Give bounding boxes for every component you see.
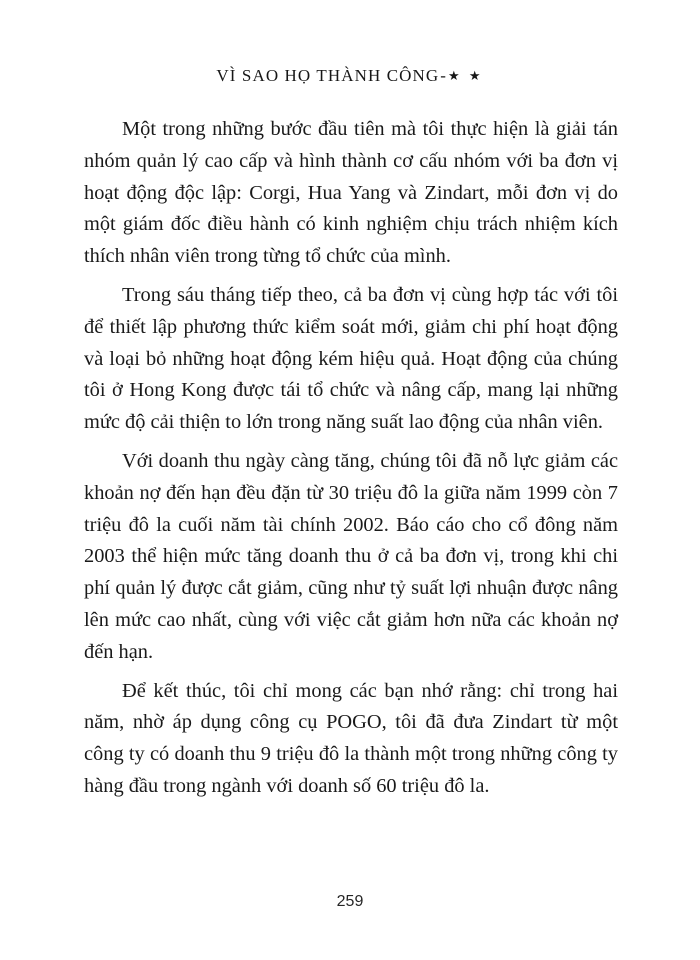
star-icon: ★ ★ (448, 68, 484, 83)
running-header-separator: - (440, 66, 448, 85)
page-number: 259 (336, 893, 364, 910)
body-text (84, 114, 618, 803)
paragraph: Với doanh thu ngày càng tăng, chúng tôi đã nỗ lực giảm các khoản nợ đến hạn đều đặn từ 30 triệu đô la giữa năm 1999 còn 7 triệu đô la cuối năm tài chính 2002. Báo cáo cho cổ đông năm 2003 thể hiện mức tăng doanh thu ở cả ba đơn vị, trong khi chi phí quản lý được cắt giảm, cũng như tỷ suất lợi nhuận được nâng lên mức cao nhất, cùng với việc cắt giảm hơn nữa các khoản nợ đến hạn. (84, 449, 618, 663)
paragraph: Một trong những bước đầu tiên mà tôi thực hiện là giải tán nhóm quản lý cao cấp và hình thành cơ cấu nhóm với ba đơn vị hoạt động độc lập: Corgi, Hua Yang và Zindart, mỗi đơn vị do một giám đốc điều hành có kinh nghiệm chịu trách nhiệm kích thích nhân viên trong từng tổ chức của mình. (84, 118, 618, 268)
paragraph: Trong sáu tháng tiếp theo, cả ba đơn vị cùng hợp tác với tôi để thiết lập phương thức kiểm soát mới, giảm chi phí hoạt động và loại bỏ những hoạt động kém hiệu quả. Hoạt động của chúng tôi ở Hong Kong được tái tổ chức và nâng cấp, mang lại những mức độ cải thiện to lớn trong năng suất lao động của nhân viên. (84, 283, 618, 434)
paragraph: Để kết thúc, tôi chỉ mong các bạn nhớ rằng: chỉ trong hai năm, nhờ áp dụng công cụ POGO, tôi đã đưa Zindart từ một công ty có doanh thu 9 triệu đô la thành một trong những công ty hàng đầu trong ngành với doanh số 60 triệu đô la. (84, 679, 618, 797)
running-header-title: VÌ SAO HỌ THÀNH CÔNG (216, 66, 440, 85)
running-header (0, 66, 700, 86)
